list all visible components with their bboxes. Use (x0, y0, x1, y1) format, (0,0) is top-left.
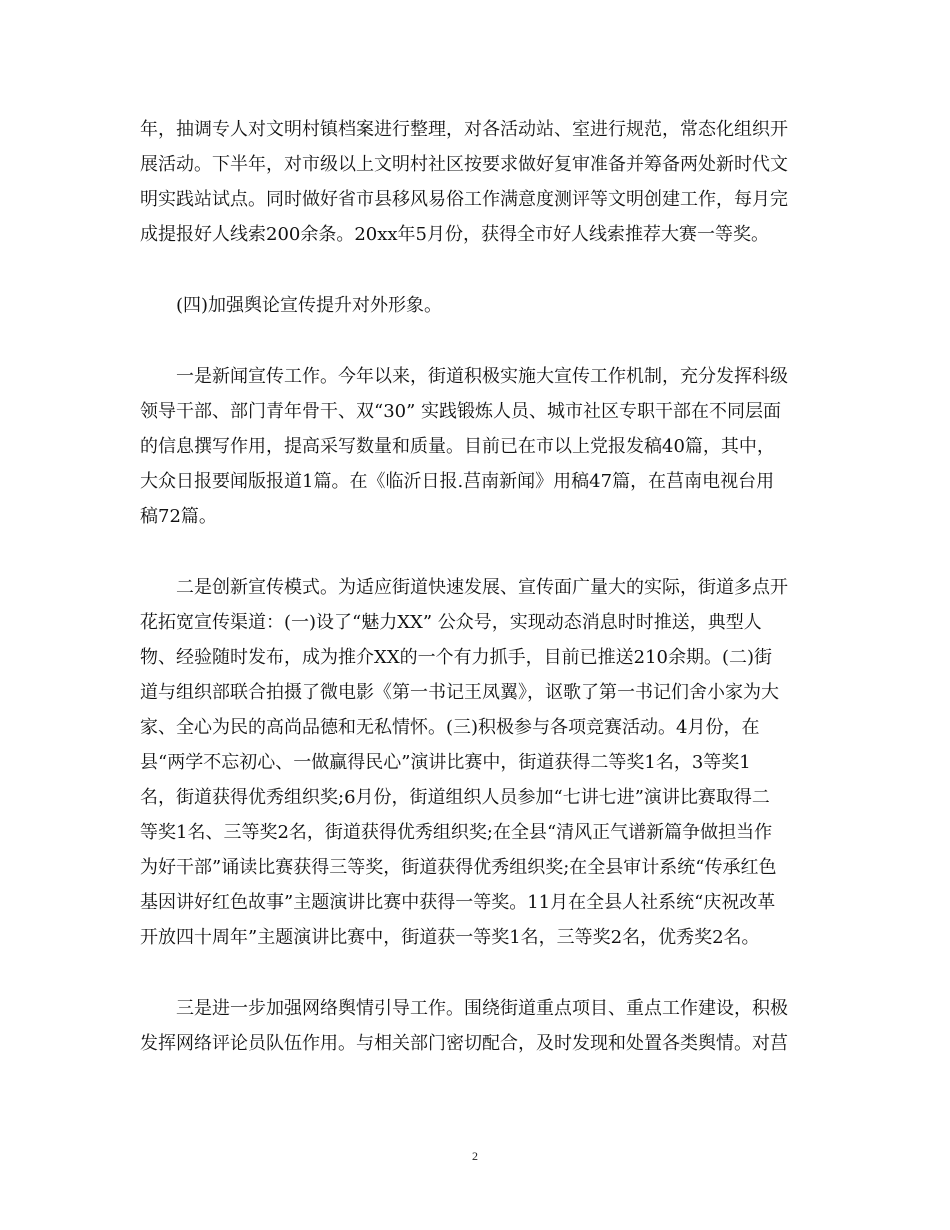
text-line: 发挥网络评论员队伍作用。与相关部门密切配合，及时发现和处置各类舆情。对莒 (140, 1033, 788, 1054)
paragraph-news-work (140, 359, 812, 534)
paragraph-continuation (140, 112, 812, 252)
text-line: 县“两学不忘初心、一做赢得民心”演讲比赛中，街道获得二等奖1名，3等奖1 (140, 752, 751, 773)
text-line: 明实践站试点。同时做好省市县移风易俗工作满意度测评等文明创建工作，每月完 (140, 189, 788, 210)
text-line: 为好干部”诵读比赛获得三等奖，街道获得优秀组织奖;在全县审计系统“传承红色 (140, 857, 777, 878)
text-line: 年，抽调专人对文明村镇档案进行整理，对各活动站、室进行规范，常态化组织开 (140, 119, 788, 140)
text-line: 稿72篇。 (140, 506, 217, 527)
text-line: 物、经验随时发布，成为推介XX的一个有力抓手，目前已推送210余期。(二)街 (140, 647, 773, 668)
paragraph-gap (140, 534, 812, 570)
text-line: 道与组织部联合拍摄了微电影《第一书记王凤翼》，讴歌了第一书记们舍小家为大 (140, 682, 779, 703)
text-line: 领导干部、部门青年骨干、双“30” 实践锻炼人员、城市社区专职干部在不同层面 (140, 401, 782, 422)
paragraph-gap (140, 252, 812, 288)
text-line: 二是创新宣传模式。为适应街道快速发展、宣传面广量大的实际，街道多点开 (140, 577, 788, 598)
text-line: 一是新闻宣传工作。今年以来，街道积极实施大宣传工作机制，充分发挥科级 (140, 366, 788, 387)
text-line: 展活动。下半年，对市级以上文明村社区按要求做好复审准备并筹备两处新时代文 (140, 154, 788, 175)
heading-line: (四)加强舆论宣传提升对外形象。 (140, 295, 443, 316)
section-heading (140, 288, 812, 323)
text-line: 等奖1名、三等奖2名，街道获得优秀组织奖;在全县“清风正气谱新篇争做担当作 (140, 822, 773, 843)
document-body (140, 112, 812, 1061)
text-line: 开放四十周年”主题演讲比赛中，街道获一等奖1名，三等奖2名，优秀奖2名。 (140, 927, 760, 948)
text-line: 大众日报要闻版报道1篇。在《临沂日报.莒南新闻》用稿47篇，在莒南电视台用 (140, 471, 775, 492)
text-line: 基因讲好红色故事”主题演讲比赛中获得一等奖。11月在全县人社系统“庆祝改革 (140, 892, 776, 913)
paragraph-innovation (140, 570, 812, 955)
text-line: 家、全心为民的高尚品德和无私情怀。(三)积极参与各项竞赛活动。4月份，在 (140, 717, 760, 738)
text-line: 成提报好人线索200余条。20xx年5月份，获得全市好人线索推荐大赛一等奖。 (140, 224, 770, 245)
text-line: 三是进一步加强网络舆情引导工作。围绕街道重点项目、重点工作建设，积极 (140, 998, 788, 1019)
text-line: 的信息撰写作用，提高采写数量和质量。目前已在市以上党报发稿40篇，其中， (140, 436, 775, 457)
text-line: 名，街道获得优秀组织奖;6月份，街道组织人员参加“七讲七进”演讲比赛取得二 (140, 787, 770, 808)
paragraph-gap (140, 955, 812, 991)
paragraph-network-opinion (140, 991, 812, 1061)
text-line: 花拓宽宣传渠道：(一)设了“魅力XX” 公众号，实现动态消息时时推送，典型人 (140, 612, 762, 633)
paragraph-gap (140, 323, 812, 359)
page-number: 2 (472, 1149, 478, 1163)
